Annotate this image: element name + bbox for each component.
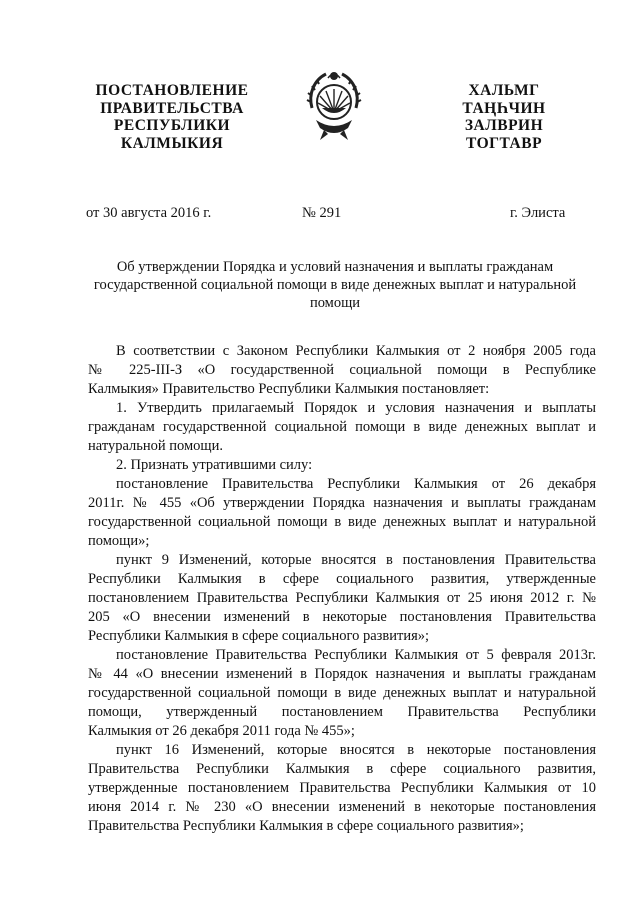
- document-body: [88, 342, 596, 836]
- paragraph-preamble: [88, 342, 596, 399]
- text-line: государственной социальной помощи в виде денежных выплат и натуральной: [88, 685, 596, 701]
- header-right-line: ХАЛЬМГ: [468, 82, 540, 99]
- text-line: Калмыкия» Правительство Республики Калмыкия постановляет:: [88, 381, 490, 397]
- text-line: натуральной помощи.: [88, 438, 223, 454]
- paragraph-repeal-3: [88, 646, 596, 741]
- text-line: Республики Калмыкия в сфере социального развития»;: [88, 628, 430, 644]
- paragraph-item-1: [88, 399, 596, 456]
- header-left-line: ПРАВИТЕЛЬСТВА: [100, 99, 244, 117]
- text-line: 2011г. № 455 «Об утверждении Порядка назначения и выплаты гражданам: [88, 495, 596, 511]
- text-line: № 44 «О внесении изменений в Порядок назначения и выплаты гражданам: [88, 666, 596, 682]
- text-line: гражданам государственной социальной помощи в виде денежных выплат и: [88, 419, 596, 435]
- text-line: Республики Калмыкия в сфере социального развития, утвержденные: [88, 571, 596, 587]
- text-line: Правительства Республики Калмыкия в сфере социального развития,: [88, 761, 596, 777]
- text-line: 2. Признать утратившими силу:: [116, 457, 313, 473]
- text-line: пункт 16 Изменений, которые вносятся в некоторые постановления: [116, 742, 596, 758]
- header-right-line: ЗАЛВРИН: [464, 117, 544, 134]
- title-line: государственной социальной помощи в виде денежных выплат и натуральной: [93, 277, 577, 293]
- text-line: постановление Правительства Республики Калмыкия от 5 февраля 2013г.: [116, 647, 596, 663]
- paragraph-repeal-2: [88, 551, 596, 646]
- document-city: г. Элиста: [510, 205, 566, 221]
- text-line: утвержденные постановлением Правительства Республики Калмыкия от 10: [88, 780, 596, 796]
- coat-of-arms-kalmykia-icon: [302, 68, 366, 142]
- header-left-line: РЕСПУБЛИКИ: [113, 117, 231, 134]
- text-line: Правительства Республики Калмыкия в сфере социального развития»;: [88, 818, 524, 834]
- header-left-line: КАЛМЫКИЯ: [120, 134, 224, 152]
- text-line: постановление Правительства Республики Калмыкия от 26 декабря: [116, 476, 596, 492]
- text-line: пункт 9 Изменений, которые вносятся в постановления Правительства: [116, 552, 596, 568]
- header-left-line: ПОСТАНОВЛЕНИЕ: [95, 82, 249, 99]
- document-date: от 30 августа 2016 г.: [86, 205, 212, 221]
- header-left-russian: [84, 82, 260, 152]
- text-line: постановлением Правительства Республики Калмыкия от 25 июня 2012 г. №: [88, 590, 596, 606]
- title-line: Об утверждении Порядка и условий назначения и выплаты гражданам: [116, 259, 554, 275]
- document-title: [80, 258, 590, 312]
- header-right-kalmyk: [440, 82, 568, 152]
- title-line: помощи: [309, 295, 361, 311]
- paragraph-repeal-4: [88, 741, 596, 836]
- text-line: № 225-III-З «О государственной социальной помощи в Республике: [88, 362, 596, 378]
- text-line: 1. Утвердить прилагаемый Порядок и условия назначения и выплаты: [116, 400, 596, 416]
- text-line: В соответствии с Законом Республики Калмыкия от 2 ноября 2005 года: [116, 343, 596, 359]
- text-line: государственной социальной помощи в виде денежных выплат и натуральной: [88, 514, 596, 530]
- paragraph-repeal-1: [88, 475, 596, 551]
- emblem-svg: [302, 68, 366, 142]
- document-number: № 291: [302, 205, 342, 221]
- text-line: помощи, утвержденный постановлением Правительства Республики: [88, 704, 596, 720]
- text-line: 205 «О внесении изменений в некоторые постановления Правительства: [88, 609, 596, 625]
- text-line: помощи»;: [88, 533, 150, 549]
- paragraph-item-2: [88, 456, 596, 475]
- header-right-line: ТОГТАВР: [465, 134, 543, 152]
- text-line: июня 2014 г. № 230 «О внесении изменений в некоторые постановления: [88, 799, 596, 815]
- header-right-line: ТАҢҺЧИН: [462, 99, 546, 117]
- text-line: Калмыкия от 26 декабря 2011 года № 455»;: [88, 723, 355, 739]
